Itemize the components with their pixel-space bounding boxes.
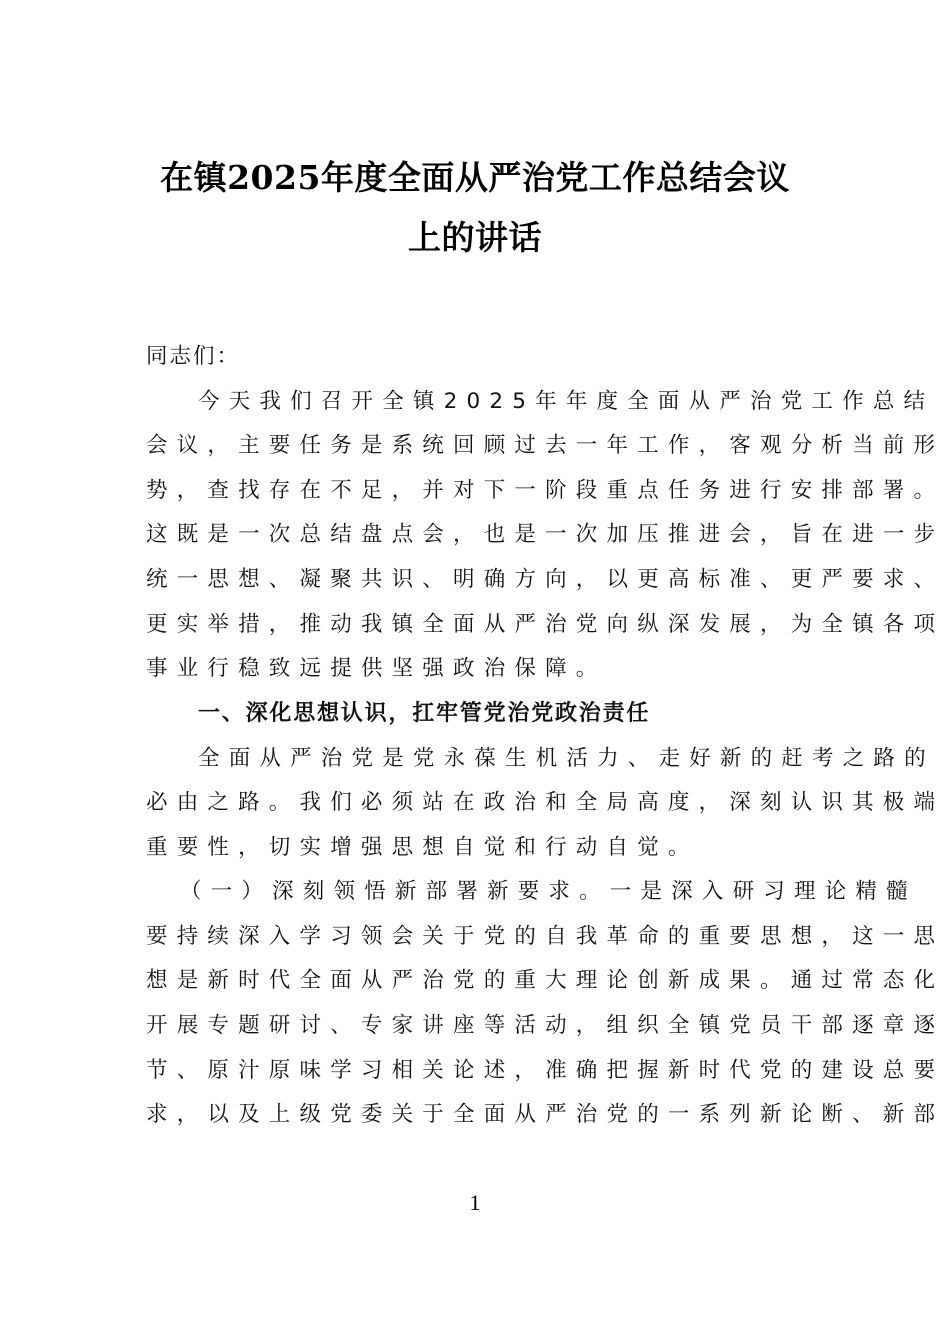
paragraph-1-line-4: 这既是一次总结盘点会，也是一次加压推进会，旨在进一步: [146, 522, 945, 547]
section-heading-1: 一、深化思想认识，扛牢管党治党政治责任: [198, 701, 651, 726]
subsection-1-text: 深刻领悟新部署新要求。一是深入研习理论精髓: [272, 879, 917, 904]
document-title-line-2: 上的讲话: [408, 218, 542, 257]
paragraph-1-line-7: 事业行稳致远提供坚强政治保障。: [146, 656, 607, 681]
paragraph-1-line-1: 今天我们召开全镇2025年年度全面从严治党工作总结: [198, 389, 935, 414]
document-title-line-1: 在镇2025年度全面从严治党工作总结会议: [160, 158, 790, 197]
paragraph-2-line-2: 必由之路。我们必须站在政治和全局高度，深刻认识其极端: [146, 790, 945, 815]
paragraph-1-line-5: 统一思想、凝聚共识、明确方向，以更高标准、更严要求、: [146, 567, 945, 592]
salutation: 同志们：: [146, 344, 241, 369]
subsection-1-line-2: 要持续深入学习领会关于党的自我革命的重要思想，这一思: [146, 924, 945, 949]
subsection-1-line-4: 开展专题研讨、专家讲座等活动，组织全镇党员干部逐章逐: [146, 1013, 945, 1038]
subsection-1-line-3: 想是新时代全面从严治党的重大理论创新成果。通过常态化: [146, 968, 945, 993]
subsection-1-number: （一）: [180, 879, 273, 904]
paragraph-2-line-1: 全面从严治党是党永葆生机活力、走好新的赶考之路的: [198, 746, 935, 771]
paragraph-1-line-3: 势，查找存在不足，并对下一阶段重点任务进行安排部署。: [146, 478, 945, 503]
paragraph-1-line-6: 更实举措，推动我镇全面从严治党向纵深发展，为全镇各项: [146, 612, 945, 637]
subsection-1-line-5: 节、原汁原味学习相关论述，准确把握新时代党的建设总要: [146, 1058, 945, 1083]
paragraph-1-line-2: 会议，主要任务是系统回顾过去一年工作，客观分析当前形: [146, 433, 945, 458]
subsection-1-line-6: 求，以及上级党委关于全面从严治党的一系列新论断、新部: [146, 1102, 945, 1127]
subsection-1-line-1: [146, 877, 917, 907]
paragraph-2-line-3: 重要性，切实增强思想自觉和行动自觉。: [146, 835, 699, 860]
page-number: 1: [469, 1190, 481, 1215]
